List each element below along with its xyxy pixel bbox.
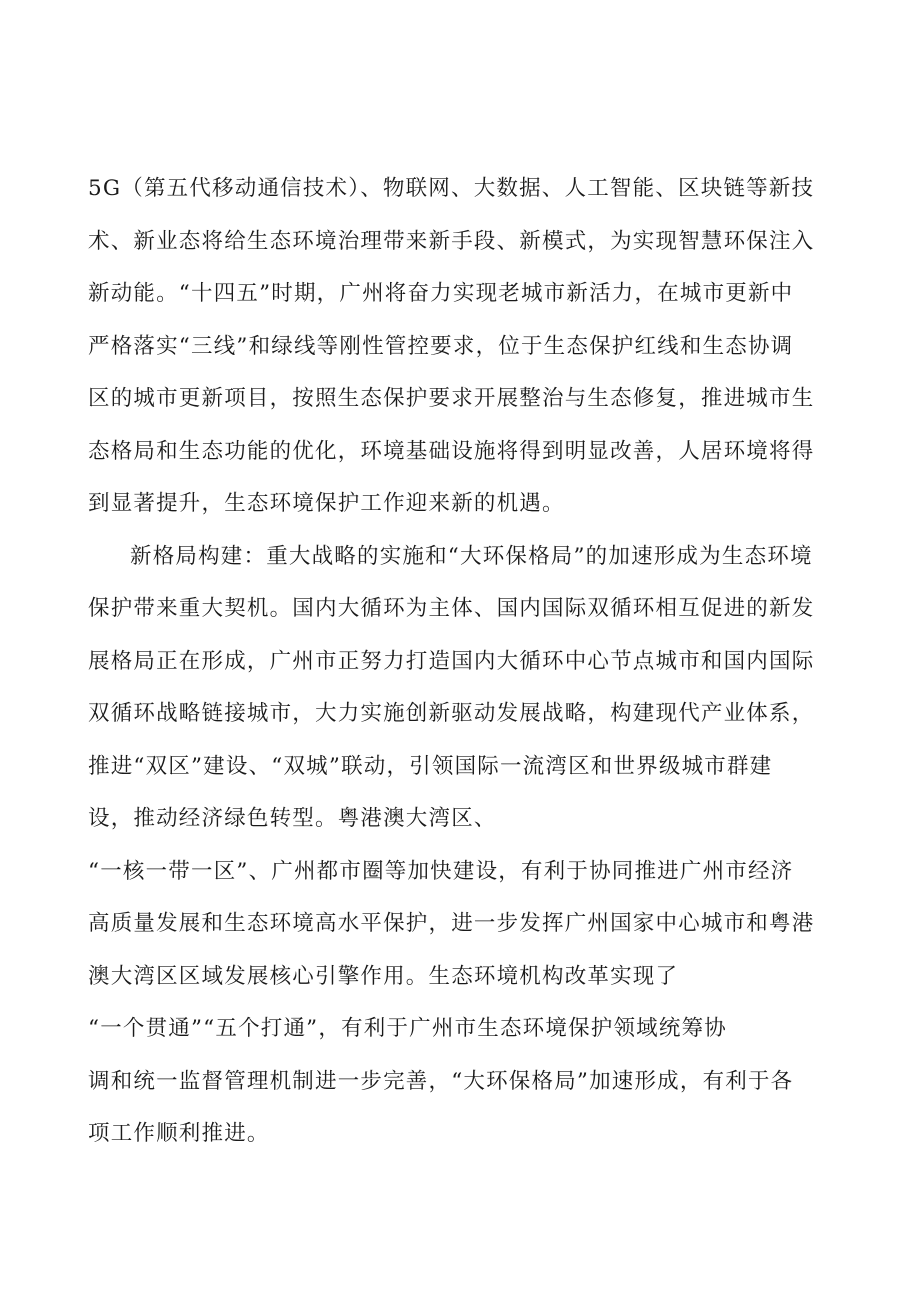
paragraph-line: “一核一带一区”、广州都市圈等加快建设，有利于协同推进广州市经济 [88,859,794,884]
paragraph-line: 项工作顺利推进。 [88,1121,270,1146]
paragraph-line: “一个贯通”“五个打通”，有利于广州市生态环境保护领域统筹协 [88,1016,727,1041]
paragraph-line: 新格局构建：重大战略的实施和“大环保格局”的加速形成为生态环境 [130,544,813,569]
paragraph-line: 态格局和生态功能的优化，环境基础设施将得到明显改善，人居环境将得 [88,439,815,464]
paragraph-line: 5G（第五代移动通信技术）、物联网、大数据、人工智能、区块链等新技 [88,176,815,201]
paragraph-line: 保护带来重大契机。国内大循环为主体、国内国际双循环相互促进的新发 [88,596,815,621]
paragraph-line: 推进“双区”建设、“双城”联动，引领国际一流湾区和世界级城市群建 [88,754,773,779]
paragraph-line: 展格局正在形成，广州市正努力打造国内大循环中心节点城市和国内国际 [88,649,815,674]
paragraph-line: 到显著提升，生态环境保护工作迎来新的机遇。 [88,491,565,516]
paragraph-line: 严格落实“三线”和绿线等刚性管控要求，位于生态保护红线和生态协调 [88,334,794,359]
paragraph-line: 术、新业态将给生态环境治理带来新手段、新模式，为实现智慧环保注入 [88,229,815,254]
paragraph-line: 新动能。“十四五”时期，广州将奋力实现老城市新活力，在城市更新中 [88,281,794,306]
paragraph-line: 高质量发展和生态环境高水平保护，进一步发挥广州国家中心城市和粤港 [88,911,815,936]
paragraph-line: 调和统一监督管理机制进一步完善，“大环保格局”加速形成，有利于各 [88,1069,794,1094]
paragraph-line: 设，推动经济绿色转型。粤港澳大湾区、 [88,806,497,831]
paragraph-line: 双循环战略链接城市，大力实施创新驱动发展战略，构建现代产业体系， [88,701,815,726]
paragraph-line: 澳大湾区区域发展核心引擎作用。生态环境机构改革实现了 [88,964,679,989]
paragraph-line: 区的城市更新项目，按照生态保护要求开展整治与生态修复，推进城市生 [88,386,815,411]
